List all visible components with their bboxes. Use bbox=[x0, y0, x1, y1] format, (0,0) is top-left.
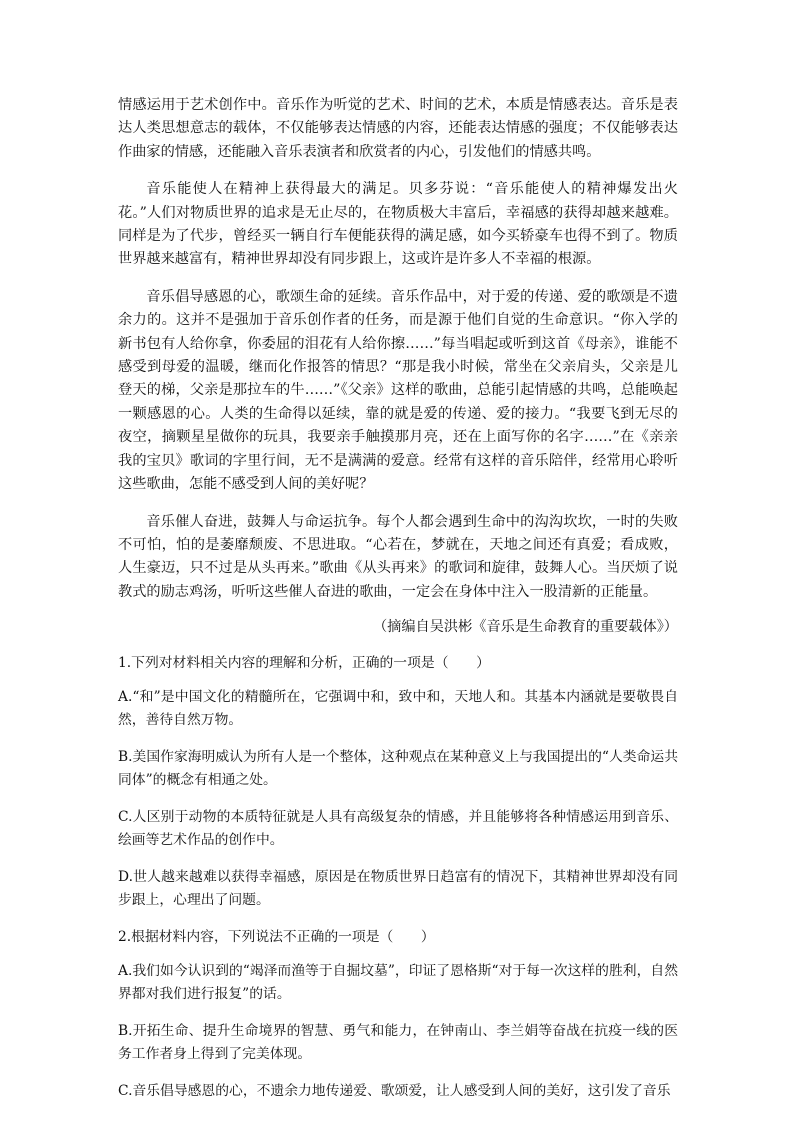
question-2-option-a: A.我们如今认识到的“竭泽而渔等于自掘坟墓”，印证了恩格斯“对于每一次这样的胜利，自然界都对我们进行报复”的话。 bbox=[118, 963, 678, 1003]
passage-paragraph-4: 音乐催人奋进，鼓舞人与命运抗争。每个人都会遇到生命中的沟沟坎坎，一时的失败不可怕，怕的是萎靡颓废、不思进取。“心若在，梦就在，天地之间还有真爱；看成败，人生豪迈，只不过是从头再来。”歌曲《从头再来》的歌词和旋律，鼓舞人心。当厌烦了说教式的励志鸡汤，听听这些催人奋进的歌曲，一定会在身体中注入一股清新的正能量。 bbox=[118, 513, 678, 600]
question-1-option-b: B.美国作家海明威认为所有人是一个整体，这种观点在某种意义上与我国提出的“人类命运共同体”的概念有相通之处。 bbox=[118, 749, 678, 789]
question-2-stem: 2.根据材料内容，下列说法不正确的一项是（ ） bbox=[118, 929, 435, 946]
question-1-option-a: A.“和”是中国文化的精髓所在，它强调中和，致中和，天地人和。其基本内涵就是要敬畏自然，善待自然万物。 bbox=[118, 689, 678, 729]
question-1-stem: 1.下列对材料相关内容的理解和分析，正确的一项是（ ） bbox=[118, 655, 490, 672]
question-1-option-d: D.世人越来越难以获得幸福感，原因是在物质世界日趋富有的情况下，其精神世界却没有同步跟上，心理出了问题。 bbox=[118, 869, 678, 909]
passage-paragraph-3: 音乐倡导感恩的心，歌颂生命的延续。音乐作品中，对于爱的传递、爱的歌颂是不遗余力的。这并不是强加于音乐创作者的任务，而是源于他们自觉的生命意识。“你入学的新书包有人给你拿，你委屈的泪花有人给你擦……”每当唱起或听到这首《母亲》，谁能不感受到母爱的温暖，继而化作报答的情思？“那是我小时候，常坐在父亲肩头，父亲是儿登天的梯，父亲是那拉车的牛……”《父亲》这样的歌曲，总能引起情感的共鸣，总能唤起一颗感恩的心。人类的生命得以延续，靠的就是爱的传递、爱的接力。“我要飞到无尽的夜空，摘颗星星做你的玩具，我要亲手触摸那月亮，还在上面写你的名字……”在《亲亲我的宝贝》歌词的字里行间，无不是满满的爱意。经常有这样的音乐陪伴，经常用心聆听这些歌曲，怎能不感受到人间的美好呢？ bbox=[118, 288, 678, 493]
passage-paragraph-2: 音乐能使人在精神上获得最大的满足。贝多芬说：“音乐能使人的精神爆发出火花。”人们对物质世界的追求是无止尽的，在物质极大丰富后，幸福感的获得却越来越难。同样是为了代步，曾经买一辆自行车便能获得的满足感，如今买轿豪车也得不到了。物质世界越来越富有，精神世界却没有同步跟上，这或许是许多人不幸福的根源。 bbox=[118, 181, 678, 268]
passage-paragraph-1: 情感运用于艺术创作中。音乐作为听觉的艺术、时间的艺术，本质是情感表达。音乐是表达人类思想意志的载体，不仅能够表达情感的内容，还能表达情感的强度；不仅能够表达作曲家的情感，还能融入音乐表演者和欣赏者的内心，引发他们的情感共鸣。 bbox=[118, 97, 678, 160]
question-2-option-b: B.开拓生命、提升生命境界的智慧、勇气和能力，在钟南山、李兰娟等奋战在抗疫一线的医务工作者身上得到了完美体现。 bbox=[118, 1023, 678, 1063]
question-1-option-c: C.人区别于动物的本质特征就是人具有高级复杂的情感，并且能够将各种情感运用到音乐、绘画等艺术作品的创作中。 bbox=[118, 809, 678, 849]
document-page bbox=[118, 94, 678, 1103]
passage-source: （摘编自吴洪彬《音乐是生命教育的重要载体》） bbox=[372, 619, 678, 636]
question-2-option-c: C.音乐倡导感恩的心，不遗余力地传递爱、歌颂爱，让人感受到人间的美好，这引发了音乐 bbox=[118, 1083, 671, 1100]
